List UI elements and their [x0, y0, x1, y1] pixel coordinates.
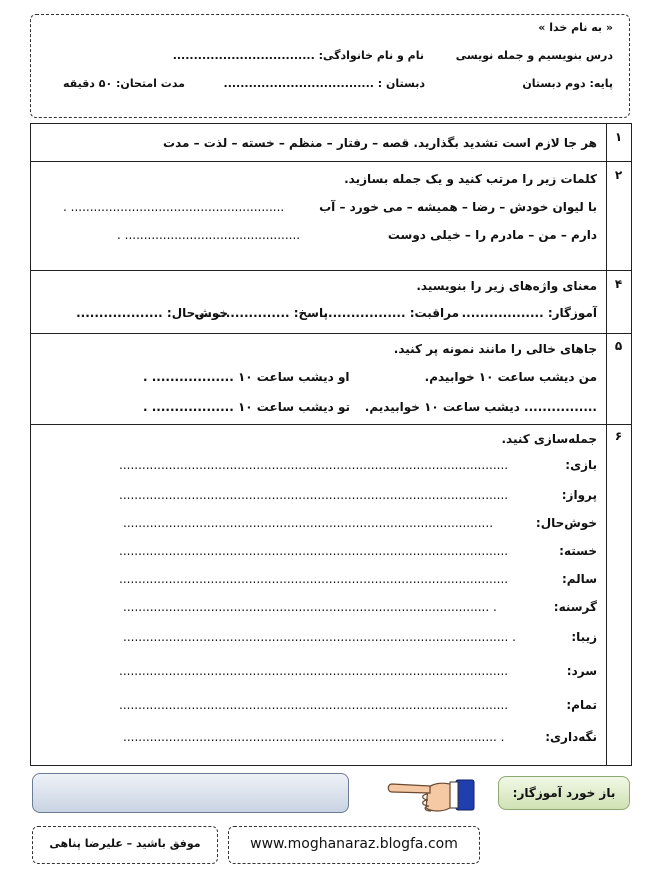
q6-item-word: سرد: [566, 664, 597, 678]
q6-item-blank[interactable]: . ................................................................................................ [123, 600, 497, 614]
student-name-field[interactable]: نام و نام خانوادگی: .................................. [172, 49, 424, 62]
bismillah: « به نام خدا » [538, 21, 613, 34]
lesson-title: درس بنویسیم و جمله نویسی [455, 49, 613, 62]
question-number: ۴ [614, 277, 623, 291]
q5-sample-sentence: من دیشب ساعت ۱۰ خوابیدم. [424, 370, 597, 384]
q6-item-word: نگه‌داری: [545, 730, 597, 744]
author-signoff: موفق باشید – علیرضا پناهی [32, 826, 218, 864]
q5-blank-3[interactable]: تو دیشب ساعت ۱۰ .................. . [143, 400, 350, 414]
question-number: ۲ [614, 168, 623, 182]
question-table [30, 123, 632, 766]
q5-title: جاهای خالی را مانند نمونه پر کنید. [393, 342, 597, 356]
pointing-hand-icon [382, 768, 478, 818]
q6-item-blank[interactable]: ...................................................................................................... [119, 664, 509, 678]
q6-item-word: خوش‌حال: [535, 516, 597, 530]
q6-item-word: بازی: [565, 458, 597, 472]
q6-item-blank[interactable]: ...................................................................................................... [119, 458, 509, 472]
row-divider [31, 333, 631, 334]
q6-item-blank[interactable]: ................................................................................................. [123, 516, 494, 530]
q2-line1-words: با لیوان خودش – رضا – همیشه – می خورد – آب [319, 200, 597, 214]
teacher-feedback-label: باز خورد آموزگار: [498, 776, 630, 810]
q4-title: معنای واژه‌های زیر را بنویسید. [416, 279, 597, 293]
q6-item-word: زیبا: [571, 630, 597, 644]
q2-line2-blank[interactable]: .............................................. . [117, 228, 301, 242]
q6-item-word: سالم: [561, 572, 597, 586]
q6-item-word: خسته: [559, 544, 597, 558]
q6-item-word: گرسنه: [553, 600, 597, 614]
q2-line2-words: دارم – من – مادرم را – خیلی دوست [387, 228, 597, 242]
q6-item-blank[interactable]: ...................................................................................................... [119, 572, 509, 586]
q5-blank-1[interactable]: او دیشب ساعت ۱۰ .................. . [143, 370, 350, 384]
row-divider [31, 424, 631, 425]
header-box [30, 14, 630, 118]
q4-word-answer[interactable]: پاسخ: ..................... [193, 306, 328, 320]
website-link[interactable]: www.moghanaraz.blogfa.com [228, 826, 480, 864]
row-divider [31, 161, 631, 162]
question-number: ۶ [614, 429, 623, 443]
q6-item-blank[interactable]: ...................................................................................................... [119, 488, 509, 502]
q4-word-care[interactable]: مراقبت: ................... [318, 306, 459, 320]
q2-title: کلمات زیر را مرتب کنید و یک جمله بسازید. [344, 172, 597, 186]
number-column [606, 124, 631, 765]
q6-item-blank[interactable]: ...................................................................................................... [119, 544, 509, 558]
q5-blank-2[interactable]: ................ دیشب ساعت ۱۰ خوابیدیم. [364, 400, 597, 414]
q6-item-blank[interactable]: . ..................................................................................................... [123, 630, 516, 644]
row-divider [31, 270, 631, 271]
q6-item-blank[interactable]: . .................................................................................................. [123, 730, 505, 744]
q6-item-word: تمام: [566, 698, 597, 712]
q6-title: جمله‌سازی کنید. [501, 432, 597, 446]
exam-duration: مدت امتحان: ۵۰ دقیقه [63, 77, 185, 90]
q4-word-happy[interactable]: خوش‌حال: ................... [76, 306, 228, 320]
question-number: ۵ [614, 339, 623, 353]
school-field[interactable]: دبستان : .................................... [223, 77, 425, 90]
grade-label: پایه: دوم دبستان [522, 77, 613, 90]
question-number: ۱ [614, 130, 623, 144]
q6-item-word: پرواز: [561, 488, 597, 502]
q1-text: هر جا لازم است تشدید بگذارید. قصه – رفتار – منظم – خسته – لذت – مدت [163, 136, 597, 150]
q6-item-blank[interactable]: ...................................................................................................... [119, 698, 509, 712]
q2-line1-blank[interactable]: ........................................................ . [63, 200, 285, 214]
teacher-feedback-field[interactable] [32, 773, 349, 813]
q4-word-teacher[interactable]: آموزگار: .................. [461, 306, 597, 320]
